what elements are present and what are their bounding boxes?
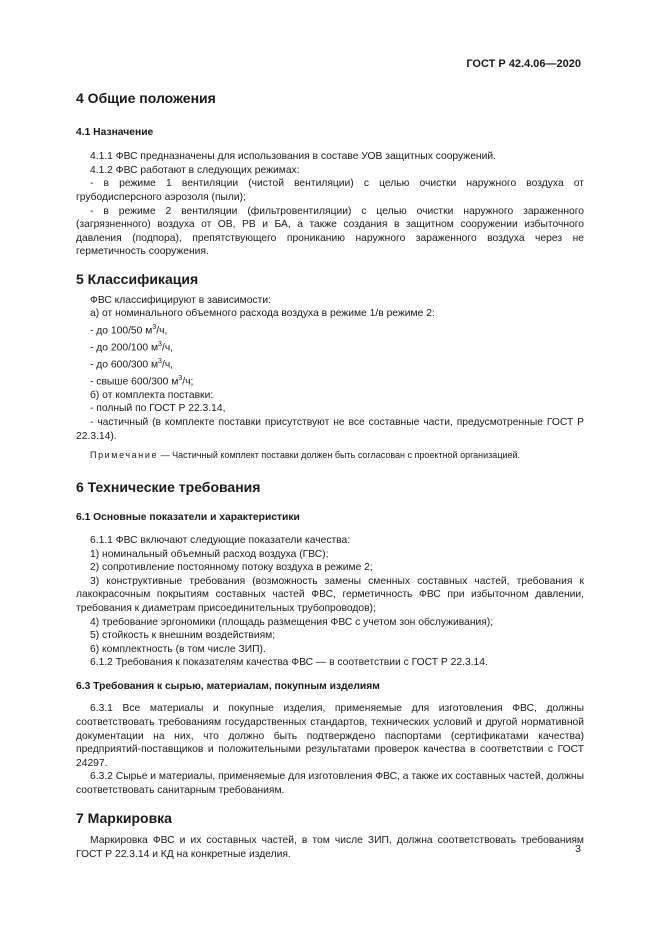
page-number: 3 (575, 843, 581, 855)
paragraph: - в режиме 1 вентиляции (чистой вентиляции) с целью очистки наружного воздуха от грубодисперсного аэрозоля (пыли); (76, 178, 584, 203)
section-6-title: 6 Технические требования (76, 478, 261, 495)
list-item: 3) конструктивные требования (возможность замены сменных составных частей, требования к лакокрасочным покрытиям составных частей ФВС, герметичность ФВС при избыточном давлении, требования к диаметрам присоединительных трубопроводов); (76, 575, 584, 614)
list-item: - до 100/50 $м^3/ч$, (90, 323, 168, 337)
section-4-title: 4 Общие положения (76, 90, 216, 106)
paragraph: - полный по ГОСТ Р 22.3.14, (90, 403, 226, 415)
paragraph: Маркировка ФВС и их составных частей, в том числе ЗИП, должна соответствовать требованиям ГОСТ Р 22.3.14 и КД на конкретные изделия. (76, 835, 584, 860)
paragraph: 6.1.2 Требования к показателям качества ФВС — в соответствии с ГОСТ Р 22.3.14. (90, 657, 488, 669)
list-item: 1) номинальный объемный расход воздуха (ГВС); (90, 548, 329, 560)
paragraph: 6.3.2 Сырье и материалы, применяемые для изготовления ФВС, а также их составных частей, должны соответствовать санитарным требованиям. (76, 771, 584, 797)
paragraph: 6.1.1 ФВС включают следующие показатели качества: (90, 534, 351, 546)
list-item: 5) стойкость к внешним воздействиям; (90, 630, 276, 642)
subsection-6-3-title: 6.3 Требования к сырью, материалам, покупным изделиям (76, 680, 380, 692)
paragraph: б) от комплекта поставки: (90, 389, 214, 401)
section-7-title: 7 Маркировка (76, 809, 172, 826)
list-item: 6) комплектность (в том числе ЗИП). (90, 643, 266, 655)
paragraph: - в режиме 2 вентиляции (фильтровентиляции) с целью очистки наружного зараженного (загрязненного) воздуха от ОВ, РВ и БА, а также создания в защитном сооружении избыточного давления (подпора), препятствующего прониканию наружного зараженного воздуха через не герметичность сооружения. (76, 205, 584, 258)
list-item: - до 600/300 $м^3/ч$, (90, 357, 174, 371)
list-item: - до 200/100 $м^3/ч$, (90, 340, 174, 354)
subsection-6-1-title: 6.1 Основные показатели и характеристики (76, 512, 300, 524)
paragraph: 4.1.2 ФВС работают в следующих режимах: (90, 164, 300, 176)
list-item: 4) требование эргономики (площадь размещения ФВС с учетом зон обслуживания); (90, 616, 494, 628)
paragraph: 4.1.1 ФВС предназначены для использования в составе УОВ защитных сооружений. (90, 151, 496, 163)
subsection-4-1-title: 4.1 Назначение (76, 126, 154, 138)
document-body (76, 88, 584, 861)
note-label: Примечание (90, 450, 159, 461)
paragraph: ФВС классифицируют в зависимости: (90, 294, 271, 306)
note: Примечание — Частичный комплект поставки должен быть согласован с проектной организацией. (90, 450, 521, 461)
paragraph: а) от номинального объемного расхода воздуха в режиме 1/в режиме 2: (90, 308, 435, 320)
paragraph: - частичный (в комплекте поставки присутствуют не все составные части, предусмотренные ГОСТ Р 22.3.14). (76, 416, 584, 442)
section-5-title: 5 Классификация (76, 270, 199, 287)
list-item: - свыше 600/300 $м^3/ч$; (90, 374, 194, 388)
paragraph: 6.3.1 Все материалы и покупные изделия, применяемые для изготовления ФВС, должны соответствовать требованиям государственных стандартов, технических условий и другой нормативной документации на них, что должно быть подтверждено паспортами (сертификатами качества) предприятий-поставщиков и положительными результатами проверок качества в соответствии с ГОСТ 24297. (76, 703, 584, 769)
list-item: 2) сопротивление постоянному потоку воздуха в режиме 2; (90, 562, 373, 574)
document-header: ГОСТ Р 42.4.06—2020 (466, 58, 581, 70)
